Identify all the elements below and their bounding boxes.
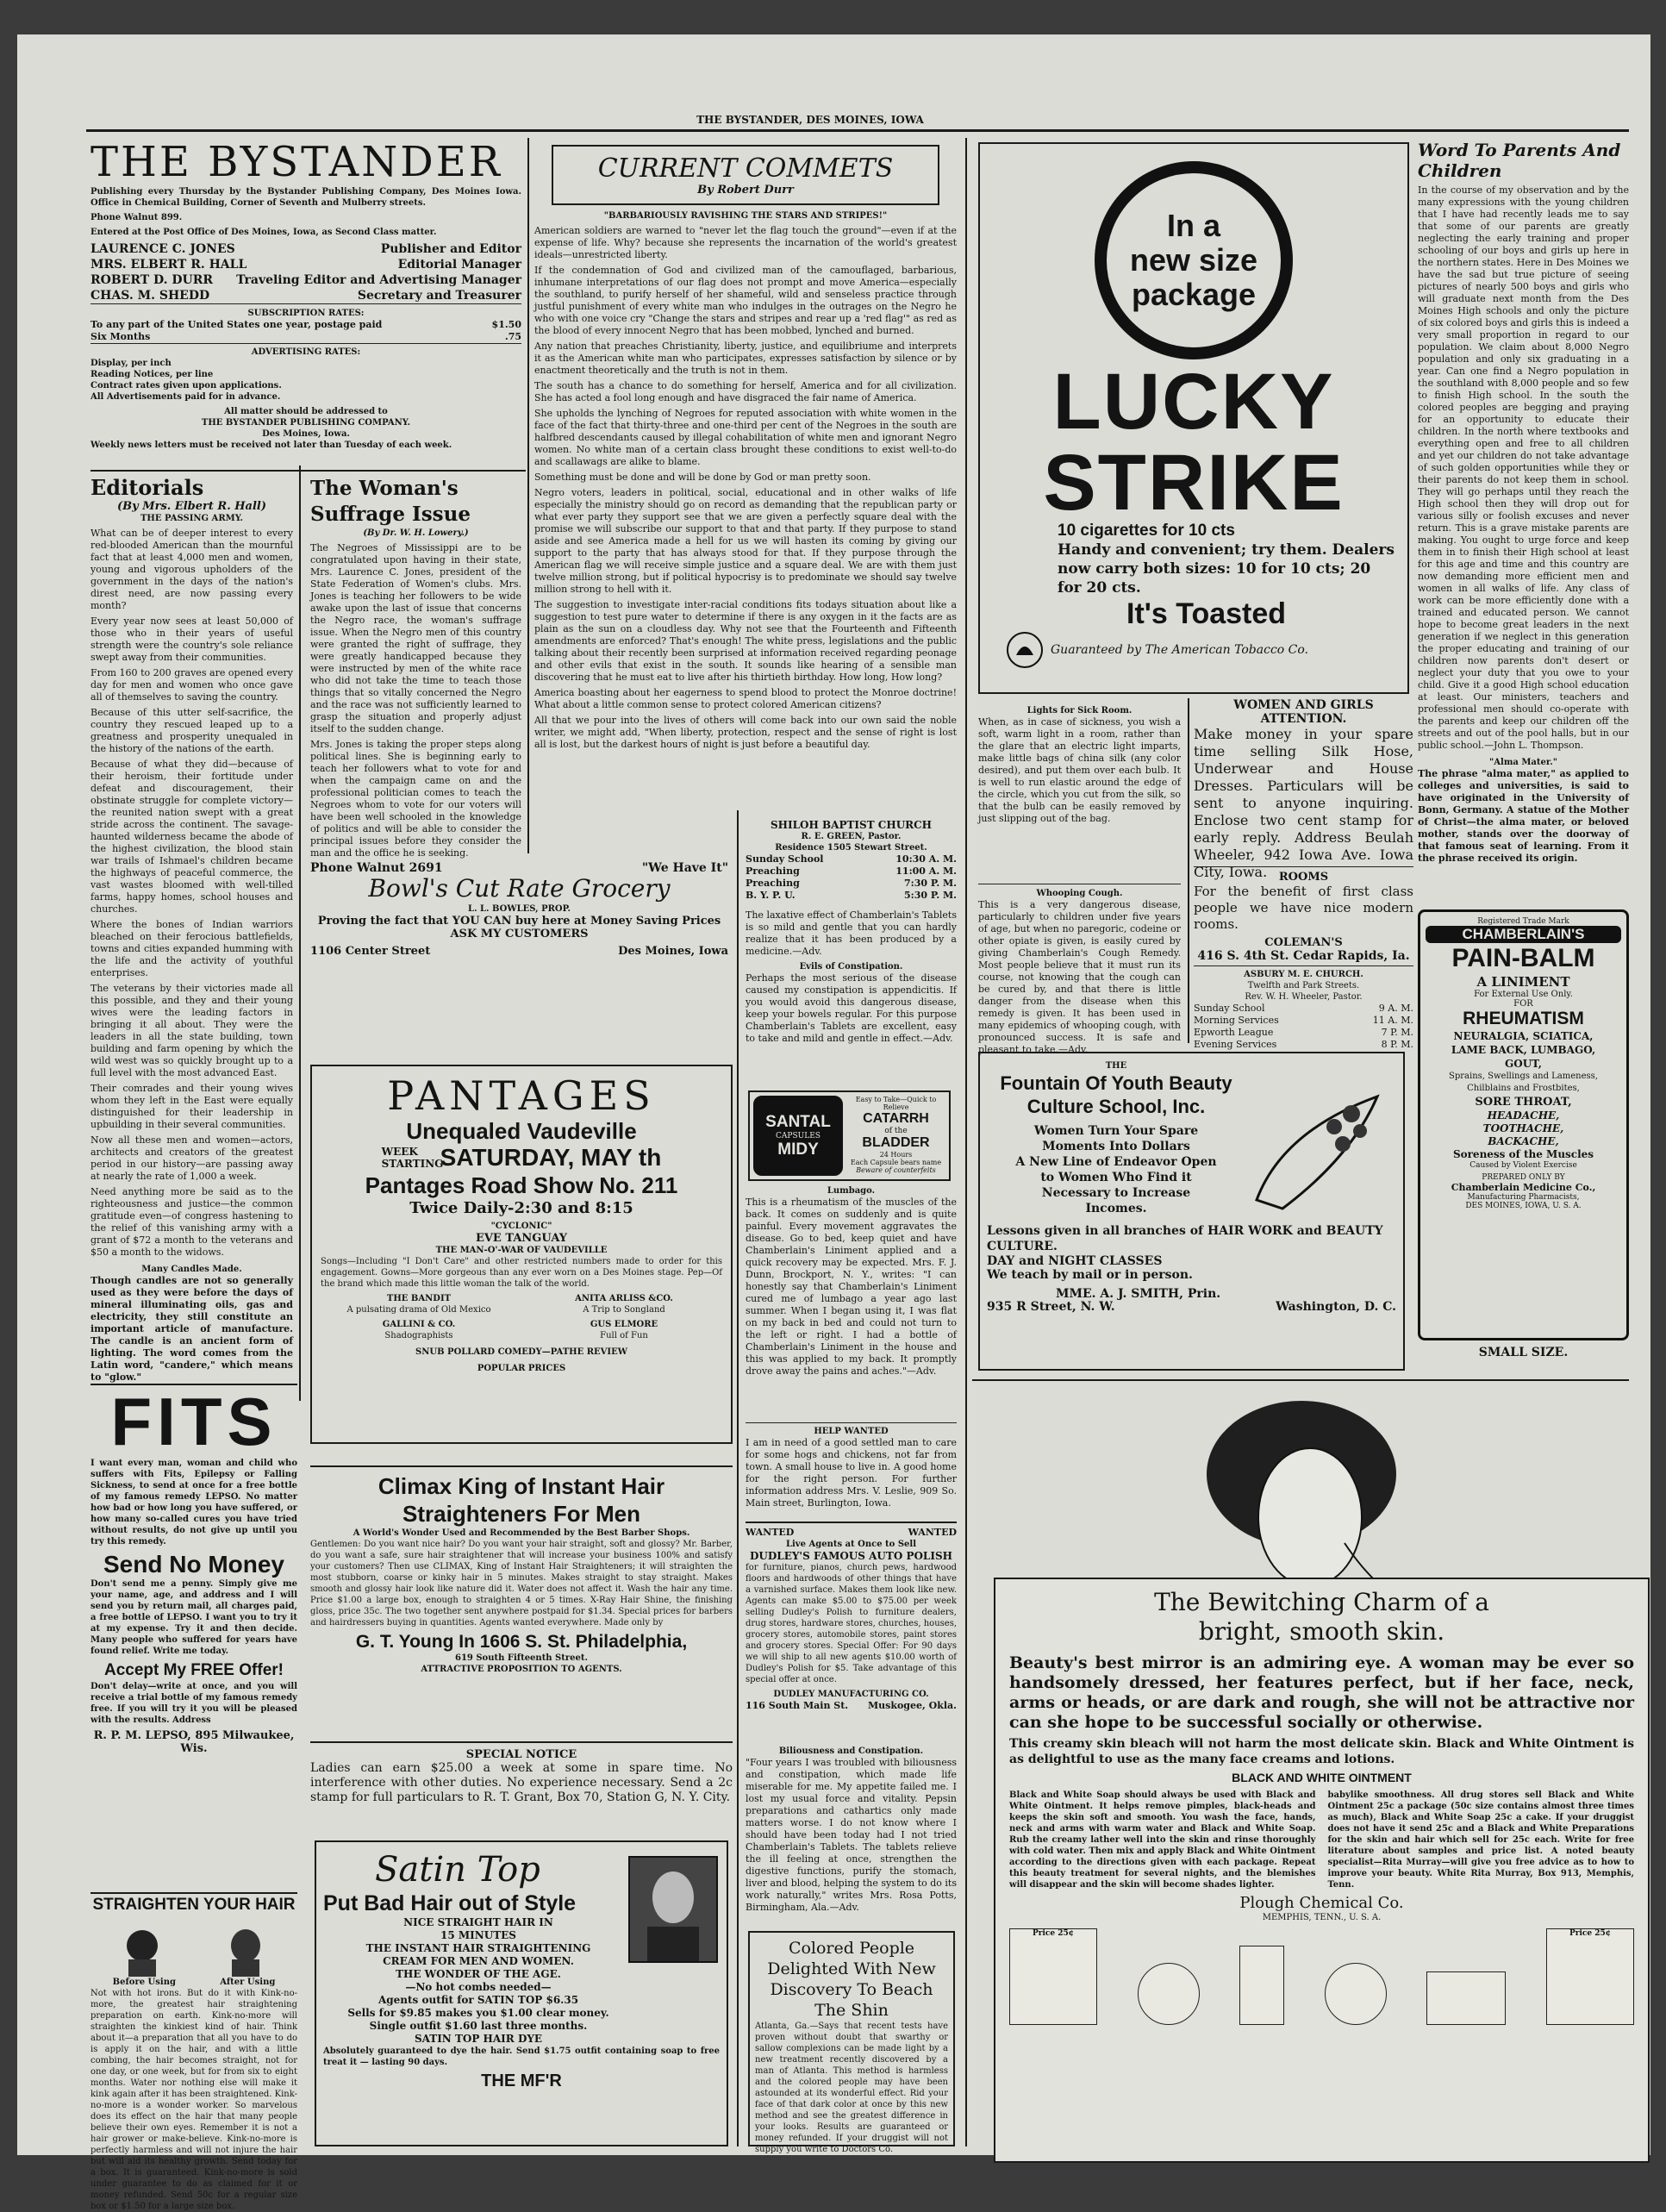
pain-balm-line: Sprains, Swellings and Lameness, — [1449, 1072, 1598, 1081]
fountain-street: 935 R Street, N. W. — [987, 1300, 1115, 1314]
fountain-principal: MME. A. J. SMITH, Prin. — [1056, 1287, 1221, 1301]
pain-balm-city: DES MOINES, IOWA, U. S. A. — [1465, 1202, 1582, 1210]
rooms-address: 416 S. 4th St. Cedar Rapids, Ia. — [1197, 949, 1410, 963]
column-rule-3 — [965, 138, 967, 2146]
send-no-money: Send No Money — [103, 1551, 284, 1578]
fountain-line: Incomes. — [1085, 1202, 1147, 1215]
rooms-text: For the benefit of first class people we have nice modern rooms. — [1194, 884, 1413, 932]
santal-bladder: BLADDER — [862, 1135, 930, 1150]
bleach-title: The Bewitching Charm of a bright, smooth skin. — [1154, 1588, 1489, 1646]
fits-title: FITS — [110, 1384, 278, 1459]
wanted-city: Muskogee, Okla. — [867, 1700, 957, 1711]
week-starting: WEEK STARTING — [381, 1146, 444, 1170]
paragraph: Negro voters, leaders in political, social, educational and in other walks of life especially the ministry should go on record as demanding that the republican party or what ever party they support see that we are given a perfectly square deal with the promise we will subscribe our support to that and that party. If they purpose to stand aside and see America made a hell for us we will hasten its coming by giving our support to the party that has always stood for that. If they purpose through the American flag we will receive simple justice and a square deal. We are with them just twelve million strong, but if political hypocrisy is to predominate we should say twelve million strong to hell with it. — [534, 487, 957, 595]
bleach-col1: Black and White Soap should always be used with Black and White Ointment. It helps remove pimples, black-heads and keeps the skin soft and smooth. You wash the face, hands, neck and arms with warm water and Black and White Soap. Rub the creamy lather well into the skin and rinse thoroughly with cold water. Then mix and apply Black and White Ointment according to the directions given with each package. Repeat this beauty treatment for several nights, and the blemishes will disappear and the skin will become shades lighter. — [1009, 1790, 1316, 1890]
address-line: Des Moines, Iowa. — [262, 429, 350, 439]
pantages-show: Pantages Road Show No. 211 — [365, 1172, 678, 1198]
comments-byline: By Robert Durr — [697, 184, 794, 197]
church-title: ASBURY M. E. CHURCH. — [1244, 970, 1363, 979]
paragraph: She upholds the lynching of Negroes for reputed association with white women in the face of the fact that thirty-three and one-third per cent of the Negroes in the south are halfbred descendants caused by illegal cohabilitation of white men and ignorant Negro women. No white man of a certain class brought these conditions to exist well-to-do and scallawags are alike to blame. — [534, 408, 957, 467]
bowl-phone: Phone Walnut 2691 — [310, 861, 443, 875]
word-title: Word To Parents And Children — [1418, 140, 1621, 181]
pain-balm-line: SORE THROAT, — [1475, 1096, 1572, 1109]
paragraph: All that we pour into the lives of others will come back into our own said the noble writer, we might add, "When liberty, protection, respect and the sense of right is lost all is lost, but the darkest hours of night is just before a beautiful day. — [534, 715, 957, 750]
climax-ad — [310, 1465, 733, 1733]
satin-line: NICE STRAIGHT HAIR IN — [403, 1916, 553, 1928]
satin-sells: Sells for $9.85 makes you $1.00 clear money. — [347, 2007, 609, 2019]
evils-text: Perhaps the most serious of the disease caused my constipation is appendicitis. If you would avoid this dangerous disease, keep your bowels regular. For this purpose Chamberlain's Tablets are excellent, easy to take and mild and gentle in effect.—Adv. — [746, 972, 957, 1044]
lights-title: Lights for Sick Room. — [1026, 706, 1133, 715]
fountain-lessons: Lessons given in all branches of HAIR WORK and BEAUTY CULTURE. — [987, 1224, 1383, 1253]
ointment-box-right: Price 25¢ — [1546, 1928, 1634, 2025]
church-residence: Residence 1505 Stewart Street. — [775, 843, 927, 853]
pantages-comedy: SNUB POLLARD COMEDY—PATHE REVIEW — [415, 1347, 627, 1357]
fountain-mail: We teach by mail or in person. — [987, 1268, 1193, 1282]
masthead-line: Publishing every Thursday by the Bystander Publishing Company, Des Moines Iowa. Office in Chemical Building, Corner of Seventh and Mulberry streets. — [90, 187, 521, 208]
fits-text: Don't send me a penny. Simply give me your name, age, and address and I will send you by return mail, all charges paid, a free bottle of LEPSO. I want you to try it at my expense. Try it and then decide. Many people who suffered for years have found relief. Write me today. — [90, 1579, 297, 1656]
church-row: Evening Services 8 P. M. — [1194, 1039, 1413, 1050]
lucky-line: 10 cigarettes for 10 cts — [1058, 522, 1235, 540]
advertising-heading: ADVERTISING RATES: — [251, 347, 361, 357]
paragraph: The south has a chance to do something for herself, America and for all civilization. She has acted a fool long enough and have disgraced the fair name of America. — [534, 380, 957, 403]
fountain-title: Fountain Of Youth Beauty Culture School, Inc. — [1000, 1072, 1232, 1117]
fits-address: R. P. M. LEPSO, 895 Milwaukee, Wis. — [93, 1729, 295, 1755]
lumbago-text: This is a rheumatism of the muscles of the back. It comes on suddenly and is quite painful. Every movement aggravates the disease. Go to bed, keep quiet and have Chamberlain's Liniment applied and a quick recovery may be expected. Mrs. F. J. Dunn, Brockport, N. Y., writes: "I can honestly say that Chamberlain's Liniment cured me of lumbago a year ago last summer. When I began using it, I was flat on my back in bed and could not turn to the left or right. I had a bottle of Chamberlain's Liniment in the house and this was applied to my back. It promptly drove away the pains and aches."—Adv. — [746, 1197, 957, 1377]
fountain-classes: DAY and NIGHT CLASSES — [987, 1254, 1163, 1268]
paragraph: Every year now sees at least 50,000 of those who in their years of useful strength were the country's sole reliance swept away from their communities. — [90, 615, 293, 663]
church-row: Preaching 7:30 P. M. — [746, 878, 957, 889]
lights-text: When, as in case of sickness, you wish a soft, warm light in a room, rather than the glare that an electric light imparts, make little bags of china silk (any color desired), and put them over each bulb. It is well to run elastic around the edge of the circle, which you cut from the silk, so that the bulb can be easily removed by just slipping out of the bag. — [978, 716, 1181, 824]
climax-maker: G. T. Young In 1606 S. St. Philadelphia, — [355, 1632, 688, 1652]
column-rule-editorial — [299, 466, 301, 1401]
satin-top-ad — [315, 1840, 728, 2146]
staff-row: ROBERT D. DURR Traveling Editor and Advertising Manager — [90, 273, 521, 287]
paragraph: Because of this utter self-sacrifice, the country they rescued leaped up to a greatness and prosperity unequaled in the history of the nations of the earth. — [90, 707, 293, 754]
bowl-city: Des Moines, Iowa — [618, 945, 728, 958]
fountain-city: Washington, D. C. — [1276, 1300, 1396, 1314]
portrait-icon — [630, 1858, 716, 1961]
bleach-text: Beauty's best mirror is an admiring eye. A woman may be ever so handsomely dressed, her features perfect, but if her face, neck, arms or heads, or are dark and rough, she will not be attractive nor can she hope to be successful socially or otherwise. — [1009, 1653, 1634, 1732]
wanted-text: for furniture, pianos, church pews, hardwood floors and hardwoods of other things that have a varnished surface. Makes them look like new. Agents can make $5.00 to $75.00 per week selling Dudley's Polish to furniture dealers, drug stores, hardware stores, churches, houses, grocery stores, automobile stores, paint stores and grocery stores. Special Offer: For 90 days we will ship to all new agents $10.00 worth of Dudley's Polish for $5. Take advantage of this special offer at once. — [746, 1563, 957, 1684]
adv-line: Display, per inch — [90, 359, 172, 368]
pantages-cyclonic: "CYCLONIC" — [490, 1222, 552, 1231]
lumbago-article — [746, 1185, 957, 1418]
address-line: All matter should be addressed to — [224, 407, 388, 416]
subscription-row: Six Months .75 — [90, 331, 521, 342]
women-text: Make money in your spare time selling Silk Hose, Underwear and House Dresses. Particulars will be sent to anyone inquiring. Enclose two cent stamp for early reply. Address Beulah Wheeler, 942 Iowa Ave. Iowa City, Iowa. — [1194, 726, 1413, 880]
pain-balm-trademark: Registered Trade Mark — [1477, 917, 1569, 926]
editorials-column — [90, 476, 293, 1381]
whooping-article — [978, 884, 1181, 1055]
satin-line: THE WONDER OF THE AGE. — [396, 1968, 561, 1980]
lucky-strike-ad — [978, 142, 1409, 694]
column-rule-2 — [737, 810, 739, 2146]
help-title: HELP WANTED — [814, 1427, 889, 1436]
candles-text: Though candles are not so generally used as they were before the days of mineral illuminating oils, gas and electricity, they still constitute an important article of manufacture. The candle is an ancient form of lighting. The word comes from the Latin word, "candere," which means to "glow." — [90, 1275, 293, 1383]
colored-people-ad — [748, 1931, 955, 2154]
pain-balm-line: Chilblains and Frostbites, — [1467, 1084, 1580, 1093]
masthead-line: Entered at the Post Office of Des Moines, Iowa, as Second Class matter. — [90, 228, 437, 237]
adv-line: Reading Notices, per line — [90, 370, 214, 379]
satin-mfr: THE MF'R — [481, 2071, 562, 2090]
wanted-title: DUDLEY'S FAMOUS AUTO POLISH — [750, 1550, 952, 1562]
santal-hours: 24 Hours — [879, 1151, 913, 1159]
chamberlain-tablets — [746, 909, 957, 1108]
column-rule-women — [1188, 698, 1189, 1043]
bowl-prop: L. L. BOWLES, PROP. — [468, 904, 571, 914]
editorials-byline: (By Mrs. Elbert R. Hall) — [116, 500, 266, 513]
paragraph: Where the bones of Indian warriors bleached on their ferocious battlefields, towns and cities expanded humming with the life and the activity of youthful enterprises. — [90, 919, 293, 978]
masthead — [90, 138, 521, 466]
bowl-tagline: Proving the fact that YOU CAN buy here at Money Saving Prices — [317, 915, 721, 928]
suffrage-article — [310, 476, 521, 859]
wanted-right: WANTED — [908, 1527, 957, 1538]
pain-balm-caused: Caused by Violent Exercise — [1469, 1161, 1577, 1170]
paragraph: What can be of deeper interest to every red-blooded American than the mournful fact that at least 4,000 men and women, young and vigorous upholders of the government in the days of the nation's direst need, are now passing every month? — [90, 528, 293, 611]
satin-dye-text: Absolutely guaranteed to dye the hair. Send $1.75 outfit containing soap to free treat it — lasting 90 days. — [323, 2046, 720, 2067]
lucky-circle-line: package — [1131, 277, 1257, 312]
paragraph: From 160 to 200 graves are opened every day for men and women who once gave all of themselves to saving the country. — [90, 667, 293, 703]
pain-balm-line: TOOTHACHE, — [1482, 1122, 1564, 1134]
satin-line: —No hot combs needed— — [405, 1981, 552, 1993]
church-row: Morning Services 11 A. M. — [1194, 1015, 1413, 1026]
ointment-box-left: Price 25¢ — [1009, 1928, 1097, 2025]
cornucopia-icon — [1248, 1079, 1386, 1217]
lights-article — [978, 705, 1181, 878]
comments-subhead: "BARBARIOUSLY RAVISHING THE STARS AND STRIPES!" — [603, 211, 888, 221]
special-notice — [310, 1741, 733, 1828]
soap-bottle — [1239, 1946, 1284, 2025]
santal-top: Easy to Take—Quick to Relieve — [855, 1096, 937, 1111]
after-portrait-icon — [220, 1923, 271, 1977]
act-name: THE BANDIT — [386, 1294, 452, 1303]
climax-address: 619 South Fifteenth Street. — [454, 1653, 588, 1663]
strike-brand: STRIKE — [1043, 439, 1345, 527]
rooms-name: COLEMAN'S — [1264, 936, 1343, 949]
pantages-star: EVE TANGUAY — [475, 1232, 568, 1245]
pantages-acts — [321, 1293, 722, 1341]
word-text: In the course of my observation and by the many expressions with the young children that I have had recently leads me to say that some of our parents are greatly neglecting the early training and proper schooling of our boys and girls up here in the northern states. Here in Des Moines we have the sad but true picture of seeing pictures of nearly 500 boys and girls who will graduate next month from the Des Moines High schools and only the picture of six colored boys and girls this is indeed a very small proportion in regard to our population. We claim about 8,000 Negro population and only six graduating in a year. Can one find a Negro population in the southland with 8,000 people and so few to finish High school. In the south the colored peoples are begging and praying for an opportunity to educate their children. In the north where textbooks and everything open and free to all children and yet our children do not take advantage of such golden opportunities while they or their parents do not keep them in school. They will go perhaps until they reach the High school then they will drop out for various silly or foolish excuses and never return. This is a grave mistake parents are making. You ought to urge force and keep them in to finish their High school at least for this age and time and this country are now demanding more efficient men and women in all walks of life. Any class of work can be more efficiently done with a trained and educated person. We cannot hope to become great leaders in the next generation if we neglect in this generation the proper educating and training of our children now parents don't desert or neglect your duty that you owe to your child. Give it a good High school education at least. Our ministers, teachers and professional men should co-operate with the parents and keep our children off the streets and out of the pool halls, but in our public school.—John L. Thompson. — [1418, 184, 1629, 751]
portrait-photo — [628, 1856, 718, 1963]
paragraph: Because of what they did—because of their heroism, their fortitude under defeat and discouragement, their obstinate struggle for complete victory—the reunited nation swept with a great stride across the continent. The savage-haunted wilderness became the abode of the highest civilization, the blood stain war trails of Ishmael's children became the highways of peaceful commerce, the vast wastes bloomed with well-tilled farms, happy homes, school houses and churches. — [90, 759, 293, 915]
paragraph: Any nation that preaches Christianity, liberty, justice, and equilibriume and interprets it as the American white man who participates, expresses satisfaction by silence or by enactment theoretically and the truth is not in them. — [534, 341, 957, 376]
paragraph: The veterans by their victories made all this possible, and they and their young wives were the leading factors in bringing it all about. They were the leaders in all the state building, town building and farm opening by which the wild west was so quickly brought up to a full level with the most advanced East. — [90, 983, 293, 1078]
act-desc: Shadographists — [384, 1331, 453, 1340]
bleach-city: MEMPHIS, TENN., U. S. A. — [1262, 1913, 1382, 1922]
pain-balm-for: FOR — [1513, 999, 1533, 1009]
pain-balm-brand: CHAMBERLAIN'S — [1426, 926, 1621, 943]
pantages-ad — [310, 1065, 733, 1444]
church-row: B. Y. P. U. 5:30 P. M. — [746, 890, 957, 901]
current-comments — [534, 145, 957, 852]
church-pastor: R. E. GREEN, Pastor. — [801, 832, 902, 841]
wanted-left: WANTED — [746, 1527, 795, 1538]
paragraph: Their comrades and their young wives whom they left in the East were equally distinguished for their leadership in upbuilding in their several communities. — [90, 1083, 293, 1130]
santal-beware: Beware of counterfeits — [856, 1166, 936, 1174]
pantages-date: SATURDAY, MAY th — [440, 1144, 662, 1171]
product-row — [1009, 1928, 1634, 2025]
fountain-of-youth-ad — [978, 1052, 1405, 1371]
pantages-prices: POPULAR PRICES — [477, 1364, 566, 1373]
bleach-text2: This creamy skin bleach will not harm the most delicate skin. Black and White Ointment is as delightful to use as the many face creams and lotions. — [1009, 1737, 1634, 1766]
running-head: THE BYSTANDER, DES MOINES, IOWA — [696, 114, 924, 126]
act-desc: A pulsating drama of Old Mexico — [346, 1305, 491, 1315]
adv-line: Contract rates given upon applications. — [90, 381, 282, 391]
fits-text: Don't delay—write at once, and you will receive a trial bottle of my famous remedy free. If you will try it you will be pleased with the results. Address — [90, 1682, 297, 1725]
wanted-company: DUDLEY MANUFACTURING CO. — [773, 1690, 929, 1699]
accept-offer: Accept My FREE Offer! — [104, 1661, 284, 1679]
lucky-circle — [1095, 161, 1293, 359]
satin-line: THE INSTANT HAIR STRAIGHTENING — [365, 1942, 591, 1954]
rooms-ad — [1194, 866, 1413, 961]
suffrage-title: The Woman's Suffrage Issue — [310, 477, 471, 526]
climax-subtitle: A World's Wonder Used and Recommended by the Best Barber Shops. — [353, 1528, 690, 1538]
santal-midy: MIDY — [777, 1140, 819, 1159]
fountain-line: Women Turn Your Spare — [1033, 1124, 1199, 1138]
pain-balm-line: NEURALGIA, SCIATICA, — [1453, 1030, 1594, 1042]
satin-single: Single outfit $1.60 last three months. — [369, 2020, 588, 2032]
paragraph: Something must be done and will be done by God or man pretty soon. — [534, 472, 871, 483]
pain-balm-maker: Chamberlain Medicine Co., — [1451, 1182, 1596, 1193]
pain-balm-line: LAME BACK, LUMBAGO, — [1451, 1044, 1596, 1056]
lucky-body: Handy and convenient; try them. Dealers now carry both sizes: 10 for 10 cts; 20 for 20 cts. — [1058, 541, 1395, 597]
whooping-text: This is a very dangerous disease, particularly to children under five years of age, but when no paregoric, codeine or other opiate is given, is easily cured by giving Chamberlain's Cough Remedy. Most people believe that it must run its course, not knowing that the cough can be cured by, and that there is little danger from the disease when this remedy is given. It has been used in many epidemics of whooping cough, with pronounced success. It is safe and pleasant to take.—Adv. — [978, 899, 1181, 1055]
satin-line: CREAM FOR MEN AND WOMEN. — [383, 1955, 574, 1967]
laxative-text: The laxative effect of Chamberlain's Tablets is so mild and gentle that you can hardly realize that it has been produced by a medicine.—Adv. — [746, 909, 957, 957]
pain-balm-ad — [1418, 909, 1629, 1379]
lucky-guarantee: Guaranteed by The American Tobacco Co. — [1051, 643, 1309, 657]
straighten-text: Not with hot irons. But do it with Kink-no-more, the greatest hair straightening preparation on earth. Kink-no-more will straighten the kinkiest kind of hair. Think about it—a preparation that all you have to do is apply it on the hair, and with a little combing, the hair becomes straight, not for one day, or one week, but for from six to eight months. Water nor nothing else will make it kink again after it has been straightened. Kink-no-more is a wonder worker. So marvelous does its effect on the hair that many people believe their own eyes. Remember it is not a hair grower or make-believe. Kink-no-more is perfectly harmless and will not injure the hair but will aid its healthy growth. Send today for a box. It is guaranteed. Kink-no-more is sold under guarantee to do as claimed for it or money refunded. Send 50c for a regular size box or $1.50 for a large size box. — [90, 1989, 297, 2211]
paragraph: The suggestion to investigate inter-racial conditions fits todays situation about like a suggestion to test pure water to determine if there is any oxygen in it the facts are as plain as the sun on a cloudless day. Why not see that the Fourteenth and Fifteenth amendments are enforced? That's enough! The white press, legislations and the public talking about their recently been surprised at information received regarding peonage and other evils that exist in the south. It sounds like hearing of a sensible man discovering that he must eat to live after his thirtieth birthday. How long, How long? — [534, 599, 957, 683]
help-text: I am in need of a good settled man to care for some hogs and chickens, not far from town. A small house to live in. A good home for the right person. For further information address Mrs. V. Leslie, 909 So. Main street, Burlington, Iowa. — [746, 1437, 957, 1509]
church-row: Epworth League 7 P. M. — [1194, 1027, 1413, 1038]
wanted-addr: 116 South Main St. — [746, 1700, 849, 1711]
adv-line: All Advertisements paid for in advance. — [90, 392, 281, 402]
staff-row: MRS. ELBERT R. HALL Editorial Manager — [90, 258, 521, 272]
church-title: SHILOH BAPTIST CHURCH — [770, 819, 933, 831]
women-title: WOMEN AND GIRLS ATTENTION. — [1233, 698, 1374, 726]
paragraph: America boasting about her eagerness to spend blood to protect the Monroe doctrine! What about a little common sense to protect colored American citizens? — [534, 687, 957, 710]
act-desc: A Trip to Songland — [583, 1305, 665, 1315]
paragraph: Need anything more be said as to the righteousness and justice—the common gratitude even—of congress hastening to the relief of this vanishing army with a grant of $72 a month to the veterans and $50 a month to the widows. — [90, 1186, 293, 1258]
address-line: Weekly news letters must be received not later than Tuesday of each week. — [90, 441, 452, 450]
church-row: Sunday School 9 A. M. — [1194, 1003, 1413, 1014]
soap-cake — [1426, 1971, 1506, 2025]
fountain-the: THE — [1105, 1061, 1127, 1071]
pain-balm-rheumatism: RHEUMATISM — [1463, 1009, 1584, 1028]
paragraph: The Negroes of Mississippi are to be congratulated upon having in their state, Mrs. Laurence C. Jones, president of the State Federation of Women's clubs. Mrs. Jones is teaching her followers to be wide awake upon the last of issue that concerns the Negro race, the woman's suffrage issue. When the Negro men of this country were granted the right of suffrage, they were greatly handicapped because they were instructed by men of the white race who did not take the time to teach those things that so vitally concerned the Negro and the race was not sufficiently learned to grasp the situation and properly adjust itself to the sudden change. — [310, 542, 521, 734]
paragraph: Mrs. Jones is taking the proper steps along political lines. She is beginning early to teach her followers what to vote for and when the campaign came on and the professional politician comes to teach the Negroes whom to vote for our voters will have been well schooled in the knowledge of politics and will be able to consider the principal issues before they consider the man and the office he is seeking. — [310, 739, 521, 859]
pantages-star-tagline: THE MAN-O'-WAR OF VAUDEVILLE — [435, 1246, 608, 1255]
bleach-brand: BLACK AND WHITE OINTMENT — [1232, 1771, 1412, 1784]
pain-balm-line: HEADACHE, — [1487, 1109, 1560, 1122]
bilious-text: "Four years I was troubled with biliousness and constipation, which made life miserable for me. My appetite failed me. I lost my usual force and vitality. Pepsin preparations and cathartics only made matters worse. I do not know where I should have been today had I not tried Chamberlain's Tablets. The tablets relieve the ill feeling at once, strengthen the digestive functions, purify the stomach, liver and blood, helping the system to do its work naturally," writes Mrs. Rosa Potts, Birmingham, Ala.—Adv. — [746, 1757, 957, 1913]
church-row: Preaching 11:00 A. M. — [746, 865, 957, 877]
pantages-subtitle: Unequaled Vaudeville — [406, 1118, 637, 1144]
satin-headline: Put Bad Hair out of Style — [323, 1891, 577, 1915]
word-to-parents — [1418, 140, 1629, 898]
pain-balm-box — [1418, 909, 1629, 1340]
black-white-ointment-ad — [978, 1388, 1634, 2146]
ointment-jar — [1138, 1963, 1200, 2025]
bilious-title: Biliousness and Constipation. — [778, 1746, 924, 1756]
masthead-line: Phone Walnut 899. — [90, 213, 183, 222]
satin-agents: Agents outfit for SATIN TOP $6.35 — [378, 1994, 579, 2006]
pain-balm-line: BACKACHE, — [1488, 1135, 1559, 1147]
church-pastor: Rev. W. H. Wheeler, Pastor. — [1245, 992, 1363, 1002]
straighten-ad — [90, 1892, 297, 2211]
rooms-title: ROOMS — [1278, 871, 1329, 884]
straighten-title: STRAIGHTEN YOUR HAIR — [92, 1896, 296, 1914]
biliousness-article — [746, 1746, 957, 1927]
santal-capsule-box — [753, 1096, 843, 1176]
lucky-circle-line: new size — [1129, 242, 1258, 278]
header-rule — [86, 129, 1629, 132]
subscription-row: To any part of the United States one year, postage paid $1.50 — [90, 319, 521, 330]
pain-balm-line: GOUT, — [1505, 1058, 1542, 1070]
editorials-title: Editorials — [90, 475, 204, 500]
bleach-col2: babylike smoothness. All drug stores sell Black and White Ointment 25c a package (50c size contains almost three times as much), Black and White Soap 25c a cake. If your druggist does not have it send 25c and a Black and White Preparations for the skin and hair which sell for 25c each. Write for free literature about samples and price list. A noted beauty specialist—Rita Murray—will give you free advice as to how to improve your beauty. White Rita Murray, Box 913, Memphis, Tenn. — [1327, 1790, 1634, 1890]
act-name: ANITA ARLISS &CO. — [575, 1294, 673, 1303]
candles-title: Many Candles Made. — [141, 1265, 242, 1274]
help-wanted — [746, 1422, 957, 1517]
santal-midy-ad — [748, 1090, 951, 1181]
shiloh-church — [746, 819, 957, 901]
mater-text: The phrase "alma mater," as applied to colleges and universities, is said to have originated in the University of Bonn, Germany. A statue of the Mother of Christ—the alma mater, or beloved mother, stands over the doorway of that famous seat of learning. From it the phrase received its origin. — [1418, 768, 1629, 864]
satin-title: Satin Top — [375, 1850, 540, 1890]
pantages-times: Twice Daily-2:30 and 8:15 — [409, 1199, 633, 1217]
column-rule-1 — [527, 138, 529, 853]
staff-row: CHAS. M. SHEDD Secretary and Treasurer — [90, 289, 521, 303]
act-name: GUS ELMORE — [590, 1320, 658, 1329]
pain-balm-prepared: PREPARED ONLY BY — [1482, 1173, 1565, 1182]
before-after-portraits — [90, 1916, 297, 1977]
dudley-polish-ad — [746, 1522, 957, 1737]
fountain-line: Moments Into Dollars — [1042, 1140, 1190, 1153]
address-line: THE BYSTANDER PUBLISHING COMPANY. — [201, 418, 411, 428]
fountain-line: to Women Who Find it — [1040, 1171, 1192, 1184]
santal-capsules: CAPSULES — [776, 1131, 821, 1140]
editorials-subhead: THE PASSING ARMY. — [140, 514, 244, 523]
santal-each: Each Capsule bears name — [850, 1159, 942, 1166]
wanted-head: Live Agents at Once to Sell — [785, 1540, 917, 1549]
comments-header — [552, 145, 939, 205]
asbury-church — [1194, 965, 1413, 1050]
mater-title: "Alma Mater." — [1489, 758, 1557, 767]
paragraph: If the condemnation of God and civilized man of the camouflaged, barbarious, inhumane interpretations of our flag does not prompt and move America—especially the southland, to purify herself of her shameful, wild and senseless practice through justful punishment of every white man who indulges in the outrages on the Negro he who with one voice cry "Change the stars and stripes and rear up a 'red flag'" as red as the blood of every innocent Negro that has been mobbed, lynched and burned. — [534, 265, 957, 336]
lucky-toasted: It's Toasted — [1126, 597, 1287, 630]
newspaper-page — [17, 34, 1650, 2211]
pain-balm-size: SMALL SIZE. — [1478, 1346, 1569, 1359]
evils-title: Evils of Constipation. — [799, 962, 903, 972]
santal-name: SANTAL — [765, 1112, 831, 1131]
climax-agents: ATTRACTIVE PROPOSITION TO AGENTS. — [421, 1665, 622, 1674]
bleach-text-box — [994, 1578, 1650, 2163]
santal-of: of the — [884, 1127, 908, 1135]
subscription-heading: SUBSCRIPTION RATES: — [247, 309, 365, 318]
suffrage-byline: (By Dr. W. H. Lowery.) — [363, 528, 469, 538]
lucky-brand: LUCKY — [1052, 358, 1335, 446]
climax-body: Gentlemen: Do you want nice hair? Do you want your hair straight, soft and glossy? Mr. Barber, do you want a safe, sure hair straightener that will increase your business 100% and satisfy your customers? Then use CLIMAX, King of Instant Hair Straighteners; it will straighten the most stubborn, coarse or kinky hair in 5 minutes. Makes straight to stay straight. Makes smooth and glossy hair look like nature did it. Water does not affect it. Wash the hair any time. Price $1.00 a large box, enough to straighten 4 or 5 times. X-Ray Hair Shine, the finishing gloss, price 35c. The two together sent anywhere postpaid for $1.34. Special prices for barbers and hairdressers buying in quantities. Agents wanted everywhere. Made only by — [310, 1540, 733, 1628]
bleach-rule — [972, 1379, 1629, 1381]
before-after-labels: Before Using After Using — [112, 1978, 276, 1987]
bowl-street: 1106 Center Street — [310, 945, 431, 958]
pain-balm-mfg: Manufacturing Pharmacists, — [1467, 1193, 1580, 1202]
masthead-title: THE BYSTANDER — [90, 138, 502, 186]
pain-balm-line: Soreness of the Muscles — [1452, 1148, 1594, 1160]
staff-row: LAURENCE C. JONES Publisher and Editor — [90, 242, 521, 256]
bleach-company: Plough Chemical Co. — [1239, 1894, 1404, 1912]
before-portrait-icon — [116, 1923, 168, 1977]
satin-line: 15 MINUTES — [440, 1929, 516, 1941]
paragraph: American soldiers are warned to "never let the flag touch the ground"—even if at the expense of life. Why? because she represents the incarnation of the world's greatest ideals—unrestricted liberty. — [534, 225, 957, 260]
fountain-line: A New Line of Endeavor Open — [1015, 1155, 1217, 1169]
act-desc: Full of Fun — [600, 1331, 648, 1340]
special-title: SPECIAL NOTICE — [465, 1748, 577, 1761]
paragraph: Now all these men and women—actors, architects and creators of the greatest period in our history—are passing away at nearly the rate of 1,000 a week. — [90, 1134, 293, 1182]
church-address: Twelfth and Park Streets. — [1247, 981, 1360, 990]
fits-text: I want every man, woman and child who suffers with Fits, Epilepsy or Falling Sickness, to send at once for a free bottle of my famous remedy LEPSO. No matter how bad or how long you have suffered, or how many so-called cures you have tried without results, do not give up until you try this remedy. — [90, 1459, 297, 1547]
act-name: GALLINI & CO. — [382, 1320, 456, 1329]
bowl-grocery-ad — [310, 862, 728, 965]
lucky-circle-line: In a — [1166, 208, 1220, 243]
fits-ad — [90, 1384, 297, 1888]
santal-catarrh: CATARRH — [863, 1111, 929, 1126]
bowl-ask: ASK MY CUSTOMERS — [450, 928, 589, 940]
comments-title: CURRENT COMMETS — [597, 153, 894, 184]
church-row: Sunday School 10:30 A. M. — [746, 853, 957, 865]
ointment-jar — [1325, 1963, 1387, 2025]
pain-balm-external: For External Use Only. — [1474, 990, 1573, 999]
pantages-body: Songs—Including "I Don't Care" and other restricted numbers made to order for this engagement. Gowns—More gorgeous than any ever worn on a Des Moines stage. Pep—Of the brand which made this little woman the talk of the world. — [321, 1257, 722, 1289]
tobacco-seal-icon — [1006, 631, 1044, 669]
whooping-title: Whooping Cough. — [1036, 889, 1123, 898]
fountain-line: Necessary to Increase — [1041, 1186, 1191, 1200]
pantages-title: PANTAGES — [387, 1072, 656, 1119]
bowl-name: Bowl's Cut Rate Grocery — [368, 874, 671, 903]
climax-title: Climax King of Instant Hair Straighteners For Men — [378, 1473, 665, 1527]
bowl-slogan: "We Have It" — [641, 861, 728, 875]
pain-balm-name: PAIN-BALM — [1451, 944, 1595, 972]
bleach-columns — [1009, 1790, 1634, 1894]
satin-dye: SATIN TOP HAIR DYE — [414, 2033, 543, 2045]
masthead-rule — [90, 470, 526, 472]
lumbago-title: Lumbago. — [827, 1186, 876, 1196]
special-text: Ladies can earn $25.00 a week at some in spare time. No interference with other duties. No experience necessary. Send a 2c stamp for full particulars to R. T. Grant, Box 70, Station G, N. Y. City. — [310, 1761, 733, 1804]
colored-text: Atlanta, Ga.—Says that recent tests have proven without doubt that swarthy or sallow complexions can be made light by a new treatment recently discovered by a man of Atlanta. This method is harmless and the colored people may have been astounded at its wonderful effect. Rid your face of that dark color at once by this new method and see the greatest difference in your looks. Results are guaranteed or money refunded. If your druggist will not supply you write to Doctors Co. — [755, 2021, 948, 2154]
pain-balm-liniment: A LINIMENT — [1476, 974, 1570, 990]
colored-title: Colored People Delighted With New Discovery To Beach The Shin — [767, 1939, 936, 2020]
